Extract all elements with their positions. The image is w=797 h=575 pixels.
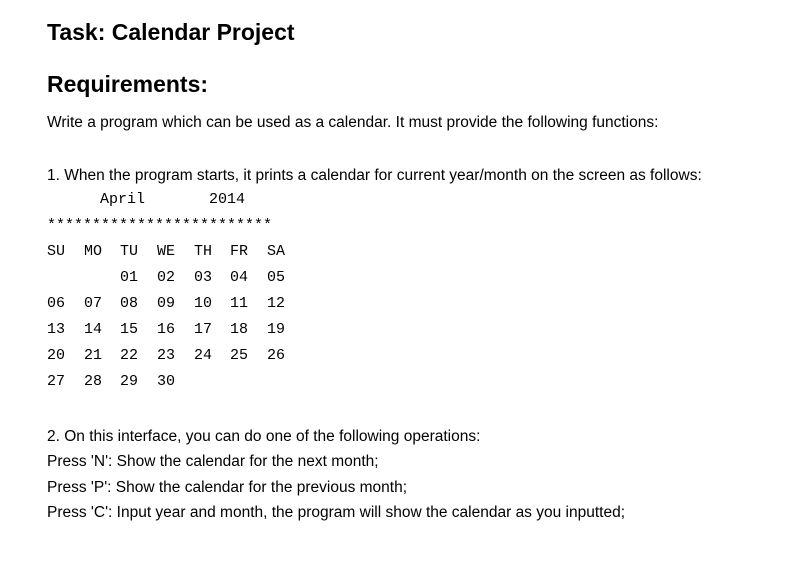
item-1-text: 1. When the program starts, it prints a calendar for current year/month on the screen as follows: xyxy=(47,167,702,184)
calendar-day: 17 xyxy=(194,321,213,338)
calendar-day: 25 xyxy=(230,347,249,364)
calendar-day: 22 xyxy=(120,347,139,364)
calendar-day: 05 xyxy=(267,269,286,286)
weekday-label: TU xyxy=(120,243,139,260)
calendar-day: 26 xyxy=(267,347,286,364)
calendar-day: 07 xyxy=(84,295,103,312)
requirements-heading: Requirements: xyxy=(47,71,209,97)
calendar-day: 06 xyxy=(47,295,66,312)
calendar-day: 03 xyxy=(194,269,213,286)
calendar-separator: ************************* xyxy=(47,217,273,234)
weekday-header-row xyxy=(47,242,307,262)
calendar-day: 13 xyxy=(47,321,66,338)
calendar-day: 16 xyxy=(157,321,176,338)
weekday-label: SA xyxy=(267,243,286,260)
operation-custom-input: Press 'C': Input year and month, the program will show the calendar as you inputted; xyxy=(47,504,626,521)
intro-paragraph: Write a program which can be used as a calendar. It must provide the following functions: xyxy=(47,114,659,131)
calendar-day: 02 xyxy=(157,269,176,286)
task-title: Task: Calendar Project xyxy=(47,19,295,45)
calendar-day: 14 xyxy=(84,321,103,338)
calendar-day: 30 xyxy=(157,373,176,390)
calendar-day: 01 xyxy=(120,269,139,286)
weekday-label: FR xyxy=(230,243,249,260)
calendar-day: 11 xyxy=(230,295,249,312)
calendar-week-row xyxy=(47,268,307,288)
weekday-label: TH xyxy=(194,243,213,260)
weekday-label: MO xyxy=(84,243,103,260)
calendar-week-row xyxy=(47,320,307,340)
calendar-day: 09 xyxy=(157,295,176,312)
calendar-day: 23 xyxy=(157,347,176,364)
calendar-month: April xyxy=(100,191,146,208)
calendar-year: 2014 xyxy=(209,191,246,208)
calendar-day: 28 xyxy=(84,373,103,390)
calendar-day: 29 xyxy=(120,373,139,390)
calendar-day: 20 xyxy=(47,347,66,364)
calendar-day: 12 xyxy=(267,295,286,312)
calendar-day: 10 xyxy=(194,295,213,312)
calendar-day: 18 xyxy=(230,321,249,338)
weekday-label: SU xyxy=(47,243,66,260)
calendar-week-row xyxy=(47,372,307,392)
calendar-day: 04 xyxy=(230,269,249,286)
calendar-day: 15 xyxy=(120,321,139,338)
operation-previous-month: Press 'P': Show the calendar for the previous month; xyxy=(47,479,408,496)
calendar-day: 21 xyxy=(84,347,103,364)
weekday-label: WE xyxy=(157,243,176,260)
calendar-day: 27 xyxy=(47,373,66,390)
calendar-day: 24 xyxy=(194,347,213,364)
calendar-week-row xyxy=(47,346,307,366)
operation-next-month: Press 'N': Show the calendar for the next month; xyxy=(47,453,379,470)
calendar-day: 19 xyxy=(267,321,286,338)
calendar-day: 08 xyxy=(120,295,139,312)
calendar-week-row xyxy=(47,294,307,314)
item-2-text: 2. On this interface, you can do one of the following operations: xyxy=(47,428,481,445)
